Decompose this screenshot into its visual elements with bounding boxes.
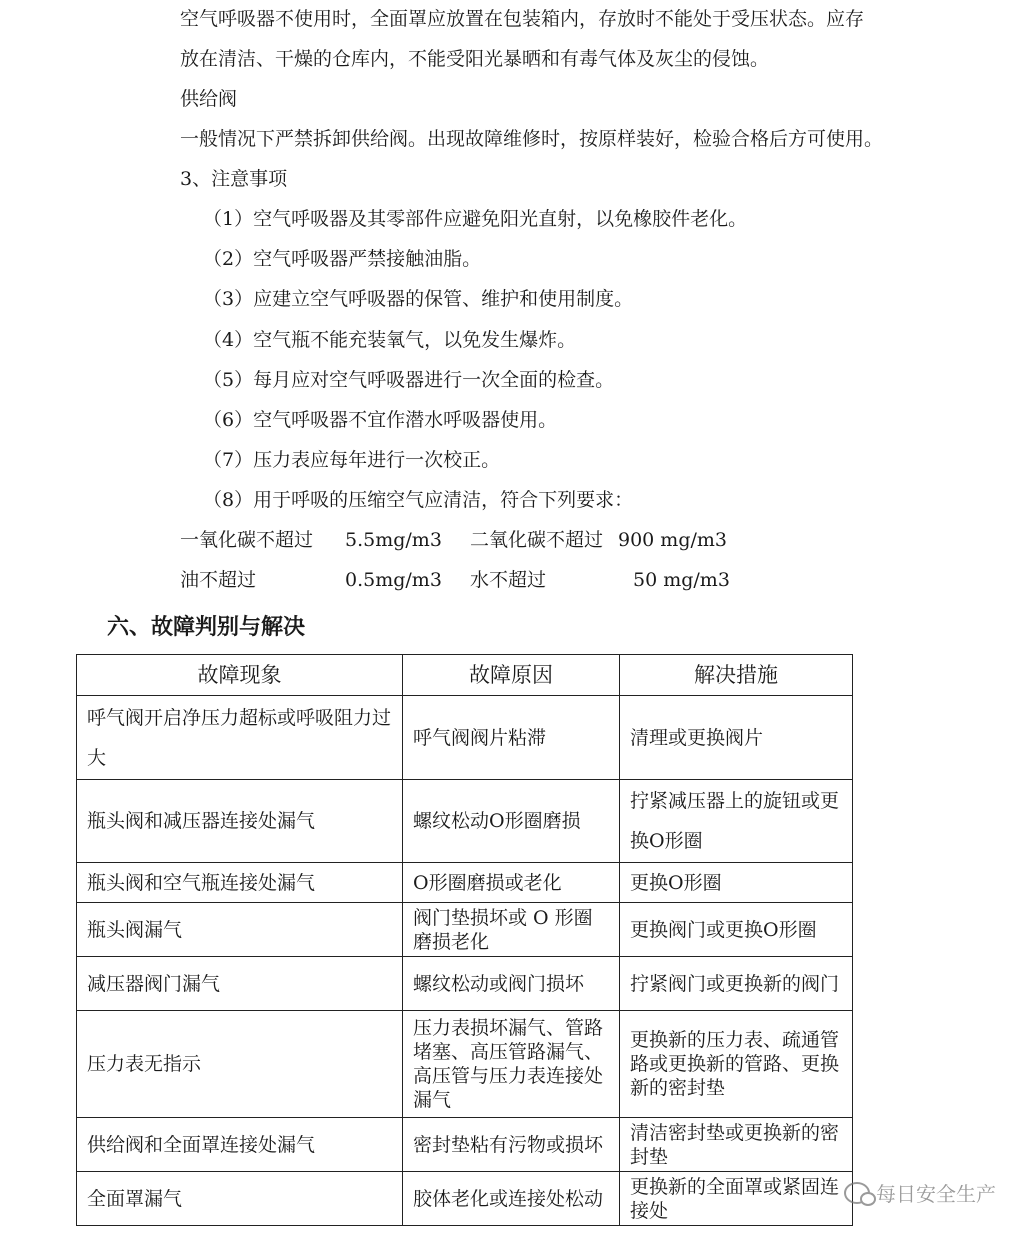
note-item: （4）空气瓶不能充装氧气，以免发生爆炸。 [203,329,577,351]
table-row [77,1011,853,1118]
cell-solution: 拧紧阀门或更换新的阀门 [620,957,853,1011]
note-item: （2）空气呼吸器严禁接触油脂。 [203,248,482,270]
table-row [77,1172,853,1226]
spec-co-value: 5.5mg/m3 [345,529,442,551]
table-row [77,780,853,863]
cell-cause: 胶体老化或连接处松动 [403,1172,620,1226]
cell-solution: 更换新的全面罩或紧固连接处 [620,1172,853,1226]
cell-symptom: 全面罩漏气 [77,1172,403,1226]
note-item: （7）压力表应每年进行一次校正。 [203,449,501,471]
cell-solution: 清洁密封垫或更换新的密封垫 [620,1118,853,1172]
spec-water-label: 水不超过 [470,569,547,591]
cell-cause: 呼气阀阀片粘滞 [403,696,620,780]
cell-cause: 螺纹松动或阀门损坏 [403,957,620,1011]
table-row [77,863,853,903]
valve-subtitle: 供给阀 [180,88,238,110]
cell-symptom: 压力表无指示 [77,1011,403,1118]
section-heading: 六、故障判别与解决 [107,615,306,640]
header-symptom: 故障现象 [77,655,403,696]
cell-symptom: 供给阀和全面罩连接处漏气 [77,1118,403,1172]
header-cause: 故障原因 [403,655,620,696]
cell-solution: 更换新的压力表、疏通管路或更换新的管路、更换新的密封垫 [620,1011,853,1118]
cell-cause: 螺纹松动O形圈磨损 [403,780,620,863]
table-row [77,696,853,780]
table-row [77,1118,853,1172]
table-row [77,903,853,957]
note-item: （3）应建立空气呼吸器的保管、维护和使用制度。 [203,288,634,310]
cell-solution: 清理或更换阀片 [620,696,853,780]
cell-cause: 压力表损坏漏气、管路堵塞、高压管路漏气、高压管与压力表连接处漏气 [403,1011,620,1118]
cell-cause: 阀门垫损坏或 O 形圈磨损老化 [403,903,620,957]
storage-paragraph-line2: 放在清洁、干燥的仓库内，不能受阳光暴晒和有毒气体及灰尘的侵蚀。 [180,48,770,70]
cell-solution: 拧紧减压器上的旋钮或更换O形圈 [620,780,853,863]
wechat-icon [844,1182,870,1204]
note-item: （5）每月应对空气呼吸器进行一次全面的检查。 [203,369,615,391]
note-item: （1）空气呼吸器及其零部件应避免阳光直射，以免橡胶件老化。 [203,208,748,230]
table-header-row [77,655,853,696]
cell-symptom: 呼气阀开启净压力超标或呼吸阻力过大 [77,696,403,780]
spec-oil-value: 0.5mg/m3 [345,569,442,591]
cell-solution: 更换阀门或更换O形圈 [620,903,853,957]
storage-paragraph-line1: 空气呼吸器不使用时，全面罩应放置在包装箱内，存放时不能处于受压状态。应存 [180,8,865,30]
note-item: （6）空气呼吸器不宜作潜水呼吸器使用。 [203,409,558,431]
cell-symptom: 瓶头阀漏气 [77,903,403,957]
note-item: （8）用于呼吸的压缩空气应清洁，符合下列要求： [203,489,634,511]
cell-cause: O形圈磨损或老化 [403,863,620,903]
spec-water-value: 50 mg/m3 [633,569,730,591]
valve-paragraph: 一般情况下严禁拆卸供给阀。出现故障维修时，按原样装好，检验合格后方可使用。 [180,128,884,150]
spec-co-label: 一氧化碳不超过 [180,529,314,551]
cell-symptom: 减压器阀门漏气 [77,957,403,1011]
watermark [844,1178,996,1207]
header-solution: 解决措施 [620,655,853,696]
fault-table [76,654,853,1226]
spec-co2-value: 900 mg/m3 [618,529,727,551]
table-row [77,957,853,1011]
cell-symptom: 瓶头阀和空气瓶连接处漏气 [77,863,403,903]
watermark-text: 每日安全生产 [876,1182,996,1206]
cell-cause: 密封垫粘有污物或损坏 [403,1118,620,1172]
cell-solution: 更换O形圈 [620,863,853,903]
cell-symptom: 瓶头阀和减压器连接处漏气 [77,780,403,863]
spec-co2-label: 二氧化碳不超过 [470,529,604,551]
notes-title: 3、注意事项 [180,168,288,190]
spec-oil-label: 油不超过 [180,569,257,591]
